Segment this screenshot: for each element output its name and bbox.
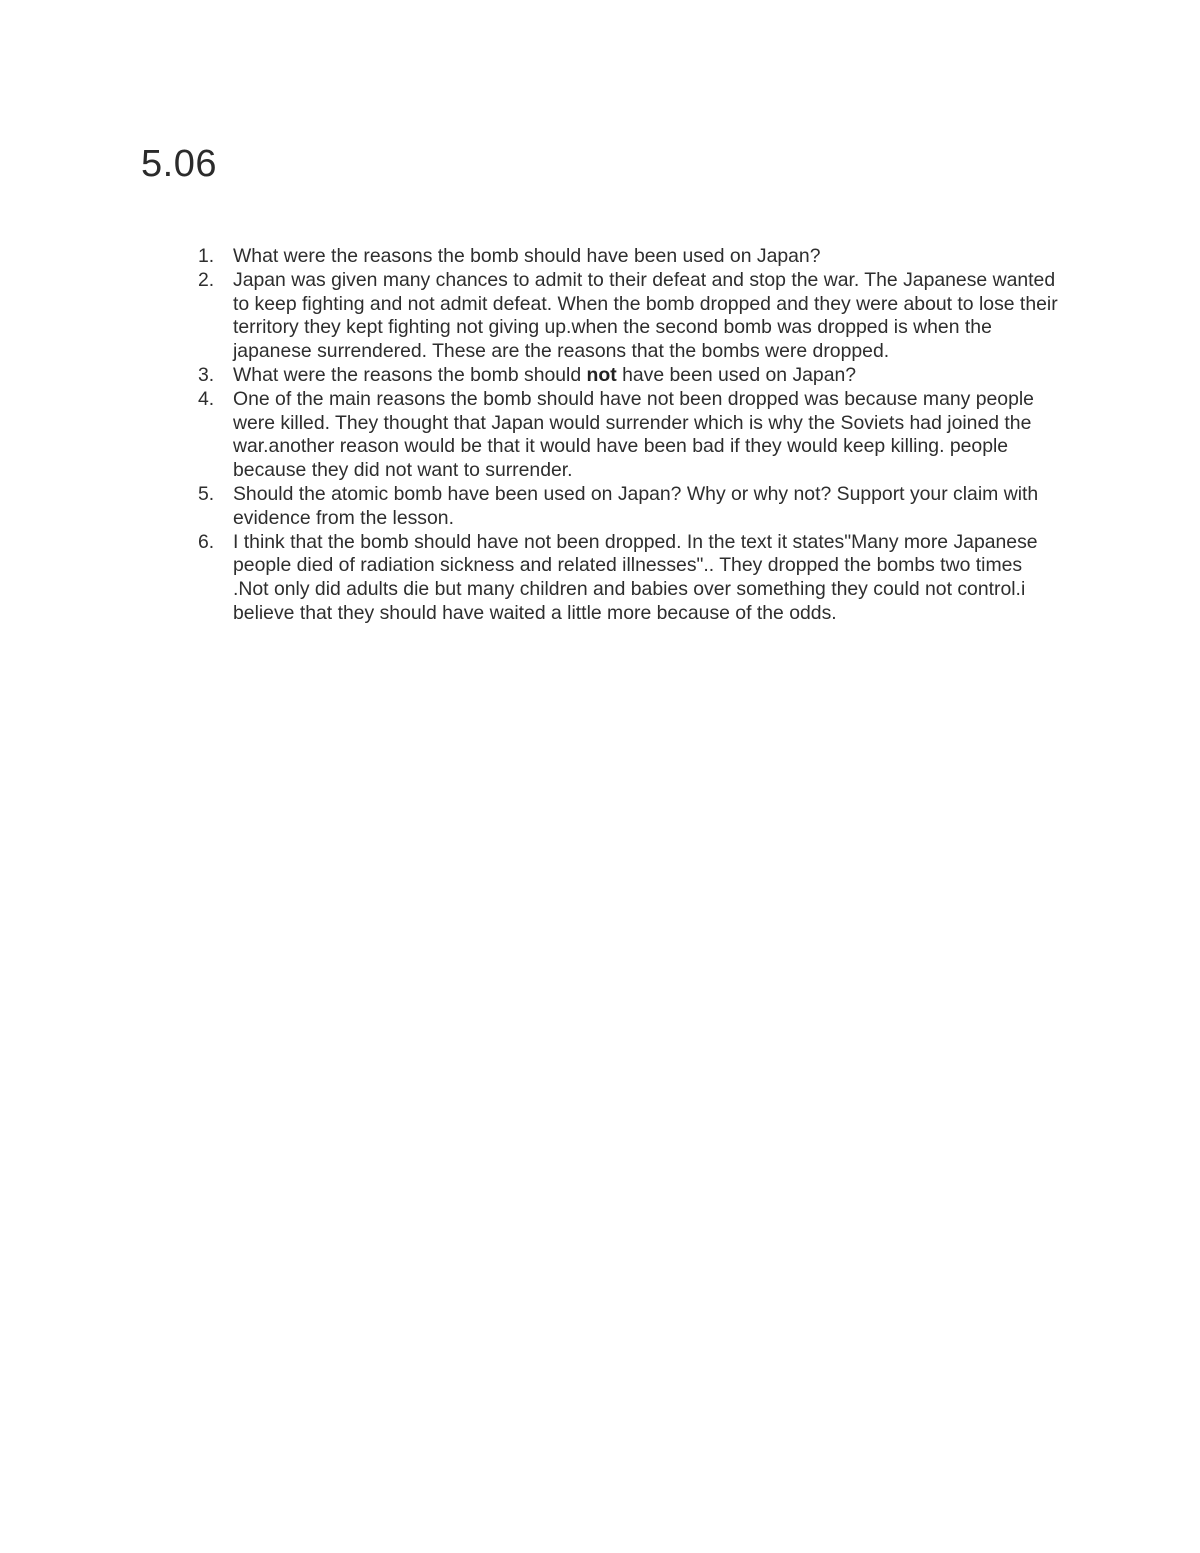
list-number: 2. — [198, 268, 215, 291]
answer-text: One of the main reasons the bomb should have not been dropped was because many people were killed. They thought that Japan would surrender which is why the Soviets had joined the war.another reason would be that it would have been bad if they would keep killing. people because they did not want to surrender. — [233, 387, 1034, 482]
question-text: What were the reasons the bomb should have been used on Japan? — [233, 245, 821, 267]
question-text-start: What were the reasons the bomb should — [233, 363, 587, 386]
question-answer-list — [198, 245, 1058, 626]
answer-text: I think that the bomb should have not been dropped. In the text it states"Many more Japanese people died of radiation sickness and related illnesses".. They dropped the bombs two times .Not only did adults die but many children and babies over something they could not control.i believe that they should have waited a little more because of the odds. — [233, 530, 1038, 624]
list-item-question-5 — [198, 483, 1058, 531]
answer-text: Japan was given many chances to admit to their defeat and stop the war. The Japanese wanted to keep fighting and not admit defeat. When the bomb dropped and they were about to lose their territory they kept fighting not giving up.when the second bomb was dropped is when the japanese surrendered. These are the reasons that the bombs were dropped. — [233, 268, 1058, 363]
list-item-question-1 — [198, 245, 1058, 269]
list-number: 6. — [198, 530, 215, 553]
list-number: 1. — [198, 245, 215, 267]
question-text — [233, 364, 856, 386]
list-item-answer-4 — [198, 388, 1058, 483]
question-text: Should the atomic bomb have been used on Japan? Why or why not? Support your claim with evidence from the lesson. — [233, 482, 1039, 529]
document-title: 5.06 — [141, 143, 217, 185]
list-item-answer-6 — [198, 531, 1058, 626]
list-item-question-3 — [198, 364, 1058, 388]
emphasized-word: not — [586, 363, 617, 386]
list-number: 4. — [198, 387, 215, 410]
list-item-answer-2 — [198, 269, 1058, 364]
question-text-end: have been used on Japan? — [616, 363, 857, 386]
list-number: 3. — [198, 363, 215, 386]
list-number: 5. — [198, 482, 215, 505]
